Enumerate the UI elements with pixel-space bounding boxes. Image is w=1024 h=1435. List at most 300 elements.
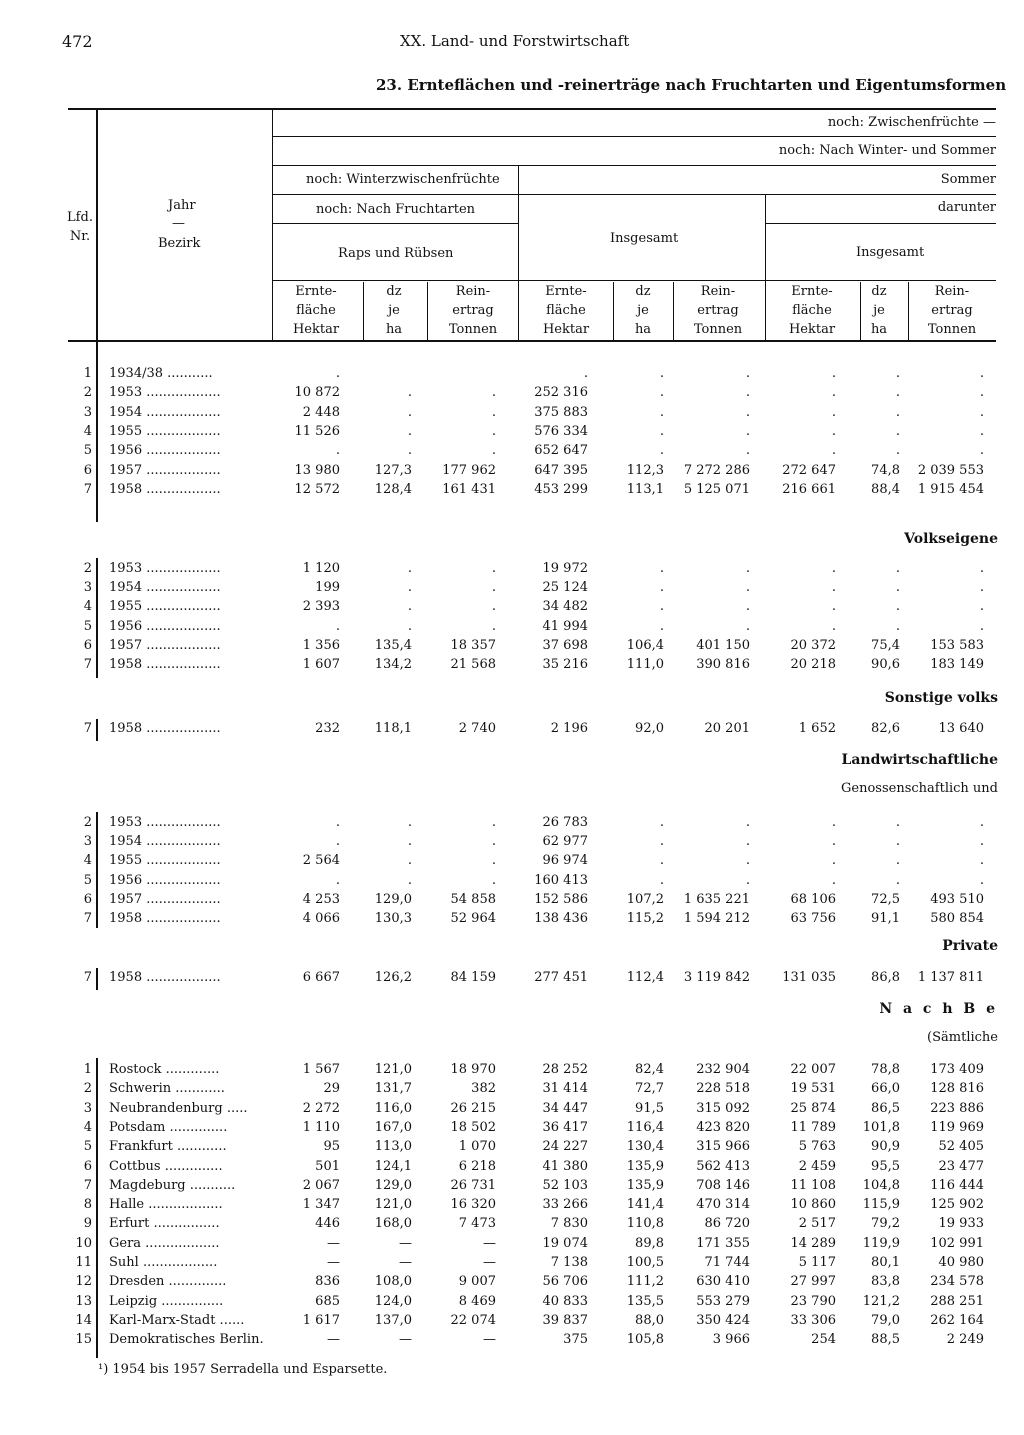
- cell-col5: .: [659, 834, 664, 850]
- table-row: [0, 366, 1024, 385]
- cell-col4: 56 706: [542, 1274, 588, 1290]
- footnote: ¹) 1954 bis 1957 Serradella und Esparsette.: [98, 1362, 388, 1377]
- cell-col2: —: [399, 1332, 412, 1348]
- table-row: [0, 1081, 1024, 1100]
- row-label: 1958 ..................: [109, 970, 221, 985]
- row-label: Halle ..................: [109, 1197, 223, 1213]
- cell-col6: 401 150: [696, 637, 750, 653]
- cell-col7: .: [831, 443, 836, 459]
- cell-col9: 183 149: [930, 657, 984, 672]
- cell-col9: .: [979, 561, 984, 576]
- cell-col2: .: [407, 385, 412, 401]
- cell-col4: 96 974: [542, 853, 588, 869]
- column-header-rein-2: Tonnen: [693, 322, 743, 337]
- cell-col9: 173 409: [930, 1062, 984, 1077]
- cell-col7: .: [831, 872, 836, 888]
- cell-col1: 685: [315, 1293, 340, 1309]
- cell-col8: 78,8: [871, 1062, 900, 1077]
- cell-col4: 160 413: [534, 872, 588, 888]
- cell-col3: .: [491, 853, 496, 869]
- cell-col9: 13 640: [938, 721, 984, 736]
- row-label: 1958 ..................: [109, 481, 221, 497]
- cell-col2: 131,7: [374, 1081, 412, 1097]
- column-header-rein-1: Tonnen: [448, 322, 498, 337]
- cell-col9: .: [979, 618, 984, 634]
- cell-col7: .: [831, 815, 836, 830]
- cell-col1: 95: [323, 1139, 340, 1155]
- cell-col8: .: [895, 385, 900, 401]
- row-label: Gera ..................: [109, 1235, 220, 1251]
- table-row: [0, 599, 1024, 618]
- cell-col2: .: [407, 404, 412, 420]
- table-row: [0, 385, 1024, 404]
- cell-col3: .: [491, 618, 496, 634]
- cell-col6: .: [745, 385, 750, 401]
- bezirk-header: Bezirk: [158, 236, 201, 251]
- column-header-ernte-3: fläche: [792, 303, 832, 318]
- cell-col1: 199: [315, 580, 340, 596]
- header-top1: noch: Zwischenfrüchte —: [827, 115, 996, 130]
- cell-col1: 6 667: [302, 970, 340, 985]
- row-label: 1953 ..................: [109, 815, 221, 830]
- cell-col5: .: [659, 423, 664, 439]
- cell-col1: 4 066: [302, 911, 340, 926]
- cell-col1: .: [335, 872, 340, 888]
- cell-col1: 1 567: [302, 1062, 340, 1077]
- cell-col2: .: [407, 599, 412, 615]
- page-number: 472: [62, 32, 93, 51]
- cell-col4: 34 482: [542, 599, 588, 615]
- table-row: [0, 1313, 1024, 1332]
- cell-col9: .: [979, 423, 984, 439]
- cell-col5: .: [659, 580, 664, 596]
- cell-col3: 18 970: [450, 1062, 496, 1077]
- cell-col3: 177 962: [442, 462, 496, 478]
- cell-col7: 68 106: [790, 891, 836, 907]
- cell-col5: 92,0: [635, 721, 664, 736]
- cell-col3: 26 215: [450, 1100, 496, 1116]
- cell-col3: 9 007: [458, 1274, 496, 1290]
- nach-fruchtarten-header: noch: Nach Fruchtarten: [316, 202, 476, 217]
- cell-col8: 86,5: [871, 1100, 900, 1116]
- cell-col6: 86 720: [704, 1216, 750, 1232]
- insgesamt1-header: Insgesamt: [610, 231, 679, 246]
- cell-col1: 232: [315, 721, 340, 736]
- cell-col4: 41 994: [542, 618, 588, 634]
- cell-col7: 2 459: [798, 1158, 836, 1174]
- row-label: Potsdam ..............: [109, 1119, 228, 1135]
- cell-col1: 10 872: [294, 385, 340, 401]
- cell-col2: —: [399, 1255, 412, 1270]
- column-header-rein-3: ertrag: [931, 303, 973, 318]
- row-label: 1957 ..................: [109, 462, 221, 478]
- cell-col8: .: [895, 366, 900, 381]
- cell-col7: 22 007: [790, 1062, 836, 1077]
- row-label: Magdeburg ...........: [109, 1177, 236, 1193]
- column-header-ernte-2: fläche: [546, 303, 586, 318]
- table-row: [0, 1062, 1024, 1081]
- cell-col4: 37 698: [542, 637, 588, 653]
- cell-col7: 254: [811, 1332, 836, 1348]
- cell-col5: 110,8: [626, 1216, 664, 1232]
- cell-col4: 152 586: [534, 891, 588, 907]
- cell-col7: 19 531: [790, 1081, 836, 1097]
- table-row: [0, 443, 1024, 462]
- cell-col1: 29: [323, 1081, 340, 1097]
- cell-col9: .: [979, 599, 984, 615]
- cell-col5: 106,4: [626, 637, 664, 653]
- column-header-ernte-1: Ernte-: [295, 284, 337, 299]
- cell-col3: 1 070: [458, 1139, 496, 1155]
- cell-col9: .: [979, 404, 984, 420]
- cell-col2: 135,4: [374, 637, 412, 653]
- cell-col4: 2 196: [550, 721, 588, 736]
- row-label: Rostock .............: [109, 1062, 220, 1077]
- cell-col1: 1 617: [302, 1312, 340, 1328]
- row-label: 1953 ..................: [109, 561, 221, 576]
- cell-col7: 25 874: [790, 1100, 836, 1116]
- cell-col8: 90,6: [871, 657, 900, 672]
- cell-col8: .: [895, 561, 900, 576]
- cell-col7: .: [831, 561, 836, 576]
- cell-col1: .: [335, 815, 340, 830]
- cell-col3: .: [491, 815, 496, 830]
- cell-col9: .: [979, 853, 984, 869]
- cell-col8: .: [895, 853, 900, 869]
- row-label: Cottbus ..............: [109, 1158, 223, 1174]
- cell-col2: 128,4: [374, 481, 412, 497]
- cell-col3: 26 731: [450, 1177, 496, 1193]
- cell-col4: 40 833: [542, 1293, 588, 1309]
- cell-col2: 124,1: [374, 1158, 412, 1174]
- cell-col3: 161 431: [442, 481, 496, 497]
- cell-col5: .: [659, 599, 664, 615]
- row-label: 1958 ..................: [109, 721, 221, 736]
- cell-col2: 168,0: [374, 1216, 412, 1232]
- cell-col4: 375: [563, 1332, 588, 1348]
- column-header-dz-2: je: [637, 303, 649, 318]
- row-label: 1955 ..................: [109, 853, 221, 869]
- cell-col4: 252 316: [534, 385, 588, 401]
- cell-col2: 137,0: [374, 1312, 412, 1328]
- row-label: 1954 ..................: [109, 404, 221, 420]
- cell-col4: 35 216: [542, 657, 588, 672]
- cell-col8: 90,9: [871, 1139, 900, 1155]
- cell-col9: .: [979, 443, 984, 459]
- cell-col2: 127,3: [374, 462, 412, 478]
- table-row: [0, 1332, 1024, 1351]
- cell-col5: .: [659, 443, 664, 459]
- cell-col1: 1 347: [302, 1197, 340, 1213]
- cell-col9: 1 137 811: [917, 970, 984, 985]
- cell-col1: 1 120: [302, 561, 340, 576]
- cell-col8: 95,5: [871, 1158, 900, 1174]
- row-number: 7: [83, 1177, 92, 1193]
- cell-col5: 91,5: [635, 1100, 664, 1116]
- cell-col3: 6 218: [458, 1158, 496, 1174]
- row-label: 1955 ..................: [109, 423, 221, 439]
- cell-col9: .: [979, 366, 984, 381]
- row-number: 7: [83, 970, 92, 985]
- table-row: [0, 911, 1024, 930]
- row-label: 1957 ..................: [109, 637, 221, 653]
- table-row: [0, 463, 1024, 482]
- cell-col9: 128 816: [930, 1081, 984, 1097]
- cell-col1: 1 356: [302, 637, 340, 653]
- table-row: [0, 1178, 1024, 1197]
- cell-col7: 20 218: [790, 657, 836, 672]
- cell-col8: 82,6: [871, 721, 900, 736]
- cell-col5: 116,4: [626, 1119, 664, 1135]
- cell-col9: .: [979, 834, 984, 850]
- cell-col2: .: [407, 853, 412, 869]
- row-number: 10: [75, 1235, 92, 1251]
- cell-col6: 423 820: [696, 1119, 750, 1135]
- cell-col4: 19 972: [542, 561, 588, 576]
- row-number: 6: [83, 637, 92, 653]
- cell-col9: 2 039 553: [917, 462, 984, 478]
- section-private: Private: [942, 938, 998, 954]
- row-number: 7: [83, 911, 92, 926]
- row-label: 1956 ..................: [109, 618, 221, 634]
- cell-col9: 262 164: [930, 1312, 984, 1328]
- cell-col7: 10 860: [790, 1197, 836, 1213]
- cell-col1: 2 393: [302, 599, 340, 615]
- row-number: 6: [83, 462, 92, 478]
- cell-col1: 1 110: [302, 1119, 340, 1135]
- cell-col6: .: [745, 872, 750, 888]
- cell-col5: 111,2: [626, 1274, 664, 1290]
- cell-col1: —: [327, 1332, 340, 1348]
- cell-col7: 63 756: [790, 911, 836, 926]
- cell-col7: .: [831, 834, 836, 850]
- cell-col2: .: [407, 561, 412, 576]
- cell-col6: 1 635 221: [683, 891, 750, 907]
- row-number: 2: [83, 1081, 92, 1097]
- cell-col4: 138 436: [534, 911, 588, 926]
- row-label: Karl-Marx-Stadt ......: [109, 1312, 245, 1328]
- cell-col6: 71 744: [704, 1255, 750, 1270]
- row-label: Neubrandenburg .....: [109, 1100, 248, 1116]
- cell-col5: 135,5: [626, 1293, 664, 1309]
- row-label: 1956 ..................: [109, 872, 221, 888]
- cell-col6: .: [745, 853, 750, 869]
- column-header-ernte-1: Hektar: [292, 322, 340, 337]
- cell-col6: 315 966: [696, 1139, 750, 1155]
- cell-col2: .: [407, 580, 412, 596]
- cell-col8: 79,2: [871, 1216, 900, 1232]
- cell-col5: 115,2: [626, 911, 664, 926]
- row-number: 14: [75, 1312, 92, 1328]
- cell-col6: 228 518: [696, 1081, 750, 1097]
- cell-col6: 470 314: [696, 1197, 750, 1213]
- header-dash: —: [172, 216, 185, 231]
- cell-col3: .: [491, 423, 496, 439]
- cell-col6: .: [745, 834, 750, 850]
- cell-col6: 5 125 071: [683, 481, 750, 497]
- cell-col9: 125 902: [930, 1197, 984, 1213]
- cell-col4: 19 074: [542, 1235, 588, 1251]
- cell-col3: .: [491, 404, 496, 420]
- cell-col2: 113,0: [374, 1139, 412, 1155]
- cell-col2: .: [407, 423, 412, 439]
- cell-col5: 88,0: [635, 1312, 664, 1328]
- row-number: 5: [83, 618, 92, 634]
- cell-col3: —: [483, 1235, 496, 1251]
- cell-col4: 25 124: [542, 580, 588, 596]
- cell-col1: 836: [315, 1274, 340, 1290]
- table-row: [0, 873, 1024, 892]
- row-label: 1954 ..................: [109, 834, 221, 850]
- cell-col1: .: [335, 834, 340, 850]
- cell-col3: —: [483, 1332, 496, 1348]
- cell-col2: .: [407, 872, 412, 888]
- column-header-rein-1: Rein-: [455, 284, 491, 299]
- cell-col1: 13 980: [294, 462, 340, 478]
- row-number: 4: [83, 599, 92, 615]
- cell-col1: 11 526: [294, 423, 340, 439]
- cell-col2: 118,1: [374, 721, 412, 736]
- column-header-ernte-3: Hektar: [788, 322, 836, 337]
- table-row: [0, 619, 1024, 638]
- cell-col2: 134,2: [374, 657, 412, 672]
- column-header-ernte-3: Ernte-: [791, 284, 833, 299]
- cell-col4: 34 447: [542, 1100, 588, 1116]
- cell-col4: 39 837: [542, 1312, 588, 1328]
- row-number: 3: [83, 834, 92, 850]
- cell-col6: .: [745, 366, 750, 381]
- cell-col7: .: [831, 366, 836, 381]
- cell-col9: .: [979, 385, 984, 401]
- cell-col3: 16 320: [450, 1197, 496, 1213]
- cell-col7: 20 372: [790, 637, 836, 653]
- cell-col9: 1 915 454: [917, 481, 984, 497]
- cell-col5: 82,4: [635, 1062, 664, 1077]
- row-label: 1956 ..................: [109, 443, 221, 459]
- cell-col2: 124,0: [374, 1293, 412, 1309]
- cell-col8: 91,1: [871, 911, 900, 926]
- row-label: Dresden ..............: [109, 1274, 227, 1290]
- table-row: [0, 721, 1024, 740]
- row-number: 4: [83, 1119, 92, 1135]
- cell-col4: 7 830: [550, 1216, 588, 1232]
- cell-col9: 116 444: [930, 1177, 984, 1193]
- row-number: 13: [75, 1293, 92, 1309]
- cell-col7: 5 763: [798, 1139, 836, 1155]
- cell-col4: 24 227: [542, 1139, 588, 1155]
- cell-col3: —: [483, 1255, 496, 1270]
- cell-col6: 3 119 842: [683, 970, 750, 985]
- cell-col9: .: [979, 872, 984, 888]
- cell-col1: 2 067: [302, 1177, 340, 1193]
- table-row: [0, 1101, 1024, 1120]
- cell-col5: .: [659, 561, 664, 576]
- cell-col7: .: [831, 853, 836, 869]
- cell-col4: 375 883: [534, 404, 588, 420]
- cell-col6: .: [745, 423, 750, 439]
- row-number: 3: [83, 1100, 92, 1116]
- cell-col4: 62 977: [542, 834, 588, 850]
- row-number: 1: [83, 1062, 92, 1077]
- cell-col5: 100,5: [626, 1255, 664, 1270]
- cell-col9: 19 933: [938, 1216, 984, 1232]
- cell-col6: 562 413: [696, 1158, 750, 1174]
- cell-col1: 2 564: [302, 853, 340, 869]
- cell-col2: .: [407, 618, 412, 634]
- cell-col6: 20 201: [704, 721, 750, 736]
- cell-col1: 2 448: [302, 404, 340, 420]
- cell-col7: 11 108: [790, 1177, 836, 1193]
- raps-header: Raps und Rübsen: [338, 246, 454, 261]
- row-number: 7: [83, 657, 92, 672]
- cell-col7: .: [831, 618, 836, 634]
- table-row: [0, 892, 1024, 911]
- table-row: [0, 580, 1024, 599]
- row-number: 5: [83, 443, 92, 459]
- cell-col3: 54 858: [450, 891, 496, 907]
- cell-col1: .: [335, 443, 340, 459]
- row-label: 1958 ..................: [109, 657, 221, 672]
- cell-col8: 121,2: [862, 1293, 900, 1309]
- row-number: 4: [83, 423, 92, 439]
- cell-col3: .: [491, 385, 496, 401]
- row-number: 5: [83, 1139, 92, 1155]
- insgesamt2-header: Insgesamt: [856, 245, 925, 260]
- cell-col6: 350 424: [696, 1312, 750, 1328]
- cell-col7: 27 997: [790, 1274, 836, 1290]
- cell-col6: 315 092: [696, 1100, 750, 1116]
- cell-col1: 2 272: [302, 1100, 340, 1116]
- cell-col4: 28 252: [542, 1062, 588, 1077]
- cell-col2: 130,3: [374, 911, 412, 926]
- section-genoss: Genossenschaftlich und: [841, 781, 998, 796]
- cell-col2: 129,0: [374, 1177, 412, 1193]
- cell-col8: .: [895, 404, 900, 420]
- row-number: 9: [83, 1216, 92, 1232]
- table-row: [0, 1216, 1024, 1235]
- cell-col1: 12 572: [294, 481, 340, 497]
- cell-col5: 135,9: [626, 1177, 664, 1193]
- cell-col4: 31 414: [542, 1081, 588, 1097]
- column-header-dz-1: dz: [386, 284, 402, 299]
- table-row: [0, 853, 1024, 872]
- cell-col6: 171 355: [696, 1235, 750, 1251]
- cell-col8: .: [895, 443, 900, 459]
- column-header-dz-3: ha: [870, 322, 888, 337]
- cell-col5: 112,3: [626, 462, 664, 478]
- column-header-ernte-2: Hektar: [542, 322, 590, 337]
- cell-col5: 113,1: [626, 481, 664, 497]
- cell-col2: 167,0: [374, 1119, 412, 1135]
- cell-col8: 115,9: [862, 1197, 900, 1213]
- row-label: 1954 ..................: [109, 580, 221, 596]
- cell-col2: 129,0: [374, 891, 412, 907]
- cell-col5: .: [659, 815, 664, 830]
- cell-col5: .: [659, 872, 664, 888]
- column-header-dz-1: je: [388, 303, 400, 318]
- cell-col7: 11 789: [790, 1119, 836, 1135]
- cell-col4: 7 138: [550, 1255, 588, 1270]
- cell-col5: 105,8: [626, 1332, 664, 1348]
- cell-col5: .: [659, 366, 664, 381]
- cell-col8: 79,0: [871, 1312, 900, 1328]
- cell-col3: 21 568: [450, 657, 496, 672]
- cell-col3: 18 502: [450, 1119, 496, 1135]
- cell-col9: 119 969: [930, 1119, 984, 1135]
- section-landw: Landwirtschaftliche: [841, 752, 998, 768]
- cell-col9: 102 991: [930, 1235, 984, 1251]
- section-volkseigene: Volkseigene: [904, 531, 998, 547]
